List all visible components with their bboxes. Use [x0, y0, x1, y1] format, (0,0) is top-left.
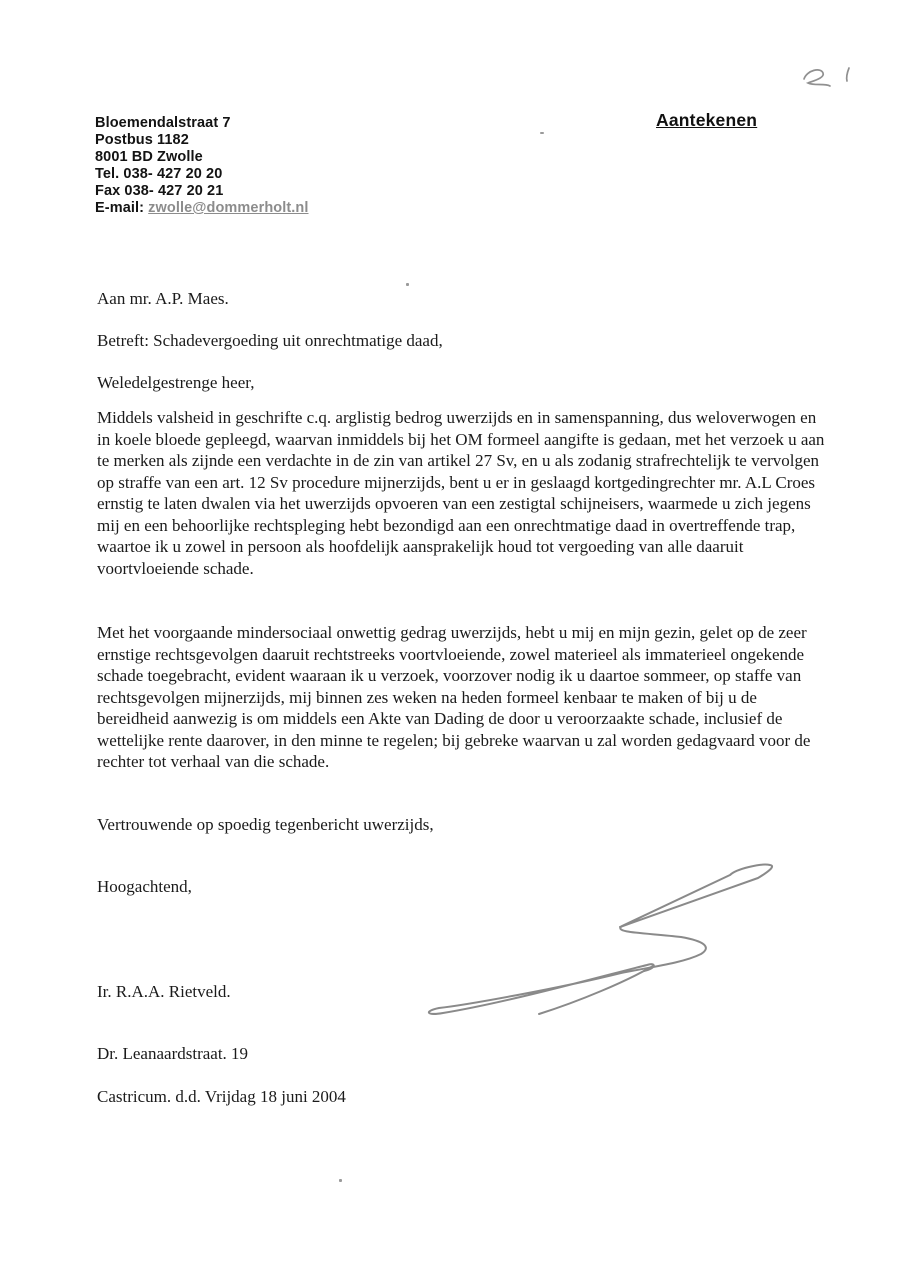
place-date-line: Castricum. d.d. Vrijdag 18 juni 2004: [97, 1087, 346, 1106]
sender-fax: Fax 038- 427 20 21: [95, 183, 224, 199]
recipient-line: Aan mr. A.P. Maes.: [97, 289, 229, 308]
subject-line: Betreft: Schadevergoeding uit onrechtmatige daad,: [97, 331, 443, 350]
sender-city: 8001 BD Zwolle: [95, 149, 203, 165]
scan-speck: [339, 1179, 342, 1182]
salutation-line: Weledelgestrenge heer,: [97, 373, 255, 392]
sender-street: Bloemendalstraat 7: [95, 115, 231, 131]
handwritten-note-mark: [792, 60, 867, 102]
scan-speck: [540, 132, 544, 134]
body-paragraph-2: Met het voorgaande mindersociaal onwettig gedrag uwerzijds, hebt u mij en mijn gezin, gelet op de zeer ernstige rechtsgevolgen daaruit rechtstreeks voortvloeiende, zowel materieel als immaterieel ongekende schade toegebracht, evident waaraan ik u verzoek, voorzover nodig ik u daartoe sommeer, op staffe van rechtsgevolgen mijnerzijds, mij binnen zes weken na heden formeel kenbaar te maken of bij u de bereidheid aanwezig is om middels een Akte van Dading de door u veroorzaakte schade, inclusief de wettelijke rente daarover, in den minne te regelen; bij gebreke waarvan u zal worden gedagvaard voor de rechter tot verhaal van die schade.: [97, 623, 811, 771]
signer-name-line: Ir. R.A.A. Rietveld.: [97, 982, 231, 1001]
email-link[interactable]: zwolle@dommerholt.nl: [148, 200, 309, 216]
sender-email-line: [95, 200, 309, 217]
body-paragraph-1: Middels valsheid in geschrifte c.q. arglistig bedrog uwerzijds en in samenspanning, dus weloverwogen en in koele bloede gepleegd, waarvan inmiddels bij het OM formeel aangifte is gedaan, met het verzoek u aan te merken als zijnde een verdachte in de zin van artikel 27 Sv, en u als zodanig strafrechtelijk te vervolgen op straffe van een art. 12 Sv procedure mijnerzijds, bent u er in geslaagd kortgedingrechter mr. A.L Croes ernstig te laten dwalen via het uwerzijds opvoeren van een zestigtal schijneisers, waarmede u zich jegens mij en een behoorlijke rechtspleging hebt bezondigd aan een onrechtmatige daad in overtreffende trap, waartoe ik u zowel in persoon als hoofdelijk aansprakelijk houd tot vergoeding van alle daaruit voortvloeiende schade.: [97, 408, 825, 578]
closing-line: Vertrouwende op spoedig tegenbericht uwerzijds,: [97, 815, 434, 834]
registered-mail-label: Aantekenen: [656, 110, 758, 130]
sender-postbus: Postbus 1182: [95, 132, 189, 148]
email-label: E-mail:: [95, 200, 149, 216]
signer-address-line: Dr. Leanaardstraat. 19: [97, 1044, 249, 1063]
scan-speck: [406, 283, 409, 286]
sender-phone: Tel. 038- 427 20 20: [95, 166, 223, 182]
valediction-line: Hoogachtend,: [97, 877, 192, 896]
letterhead-sender-block: [95, 115, 309, 217]
